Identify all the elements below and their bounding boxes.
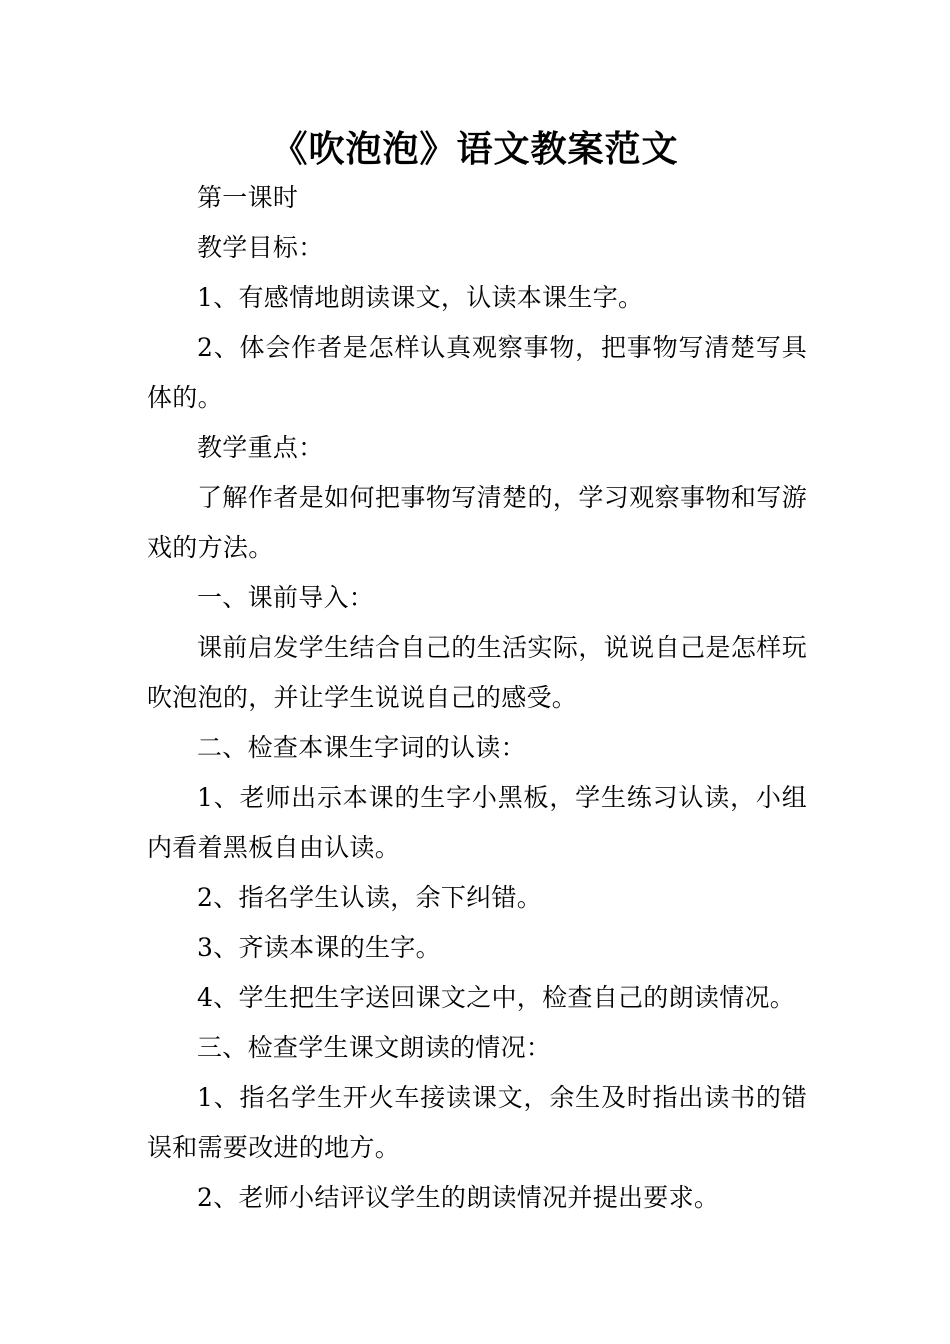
paragraph-section-3-step-2: 2、老师小结评议学生的朗读情况并提出要求。 — [197, 1183, 720, 1212]
paragraph-lesson-period: 第一课时 — [197, 183, 299, 212]
paragraph-teaching-focus-heading: 教学重点： — [197, 433, 324, 462]
paragraph-section-2-step-4: 4、学生把生字送回课文之中，检查自己的朗读情况。 — [197, 983, 796, 1012]
paragraph-goal-2: 2、体会作者是怎样认真观察事物，把事物写清楚写具体的。 — [147, 333, 807, 412]
paragraph-section-1-text: 课前启发学生结合自己的生活实际，说说自己是怎样玩吹泡泡的，并让学生说说自己的感受。 — [147, 633, 807, 712]
paragraph-section-3-heading: 三、检查学生课文朗读的情况： — [197, 1033, 552, 1062]
paragraph-goal-1: 1、有感情地朗读课文，认读本课生字。 — [197, 283, 644, 312]
paragraph-section-3-step-1: 1、指名学生开火车接读课文，余生及时指出读书的错误和需要改进的地方。 — [147, 1083, 807, 1162]
paragraph-teaching-goals-heading: 教学目标： — [197, 233, 324, 262]
document-body — [147, 173, 807, 1223]
paragraph-section-2-step-3: 3、齐读本课的生字。 — [197, 933, 441, 962]
paragraph-section-2-heading: 二、检查本课生字词的认读： — [197, 733, 526, 762]
document-title: 《吹泡泡》语文教案范文 — [271, 129, 679, 170]
paragraph-section-1-heading: 一、课前导入： — [197, 583, 375, 612]
paragraph-teaching-focus: 了解作者是如何把事物写清楚的，学习观察事物和写游戏的方法。 — [147, 483, 807, 562]
paragraph-section-2-step-1: 1、老师出示本课的生字小黑板，学生练习认读，小组内看着黑板自由认读。 — [147, 783, 807, 862]
paragraph-section-2-step-2: 2、指名学生认读，余下纠错。 — [197, 883, 543, 912]
